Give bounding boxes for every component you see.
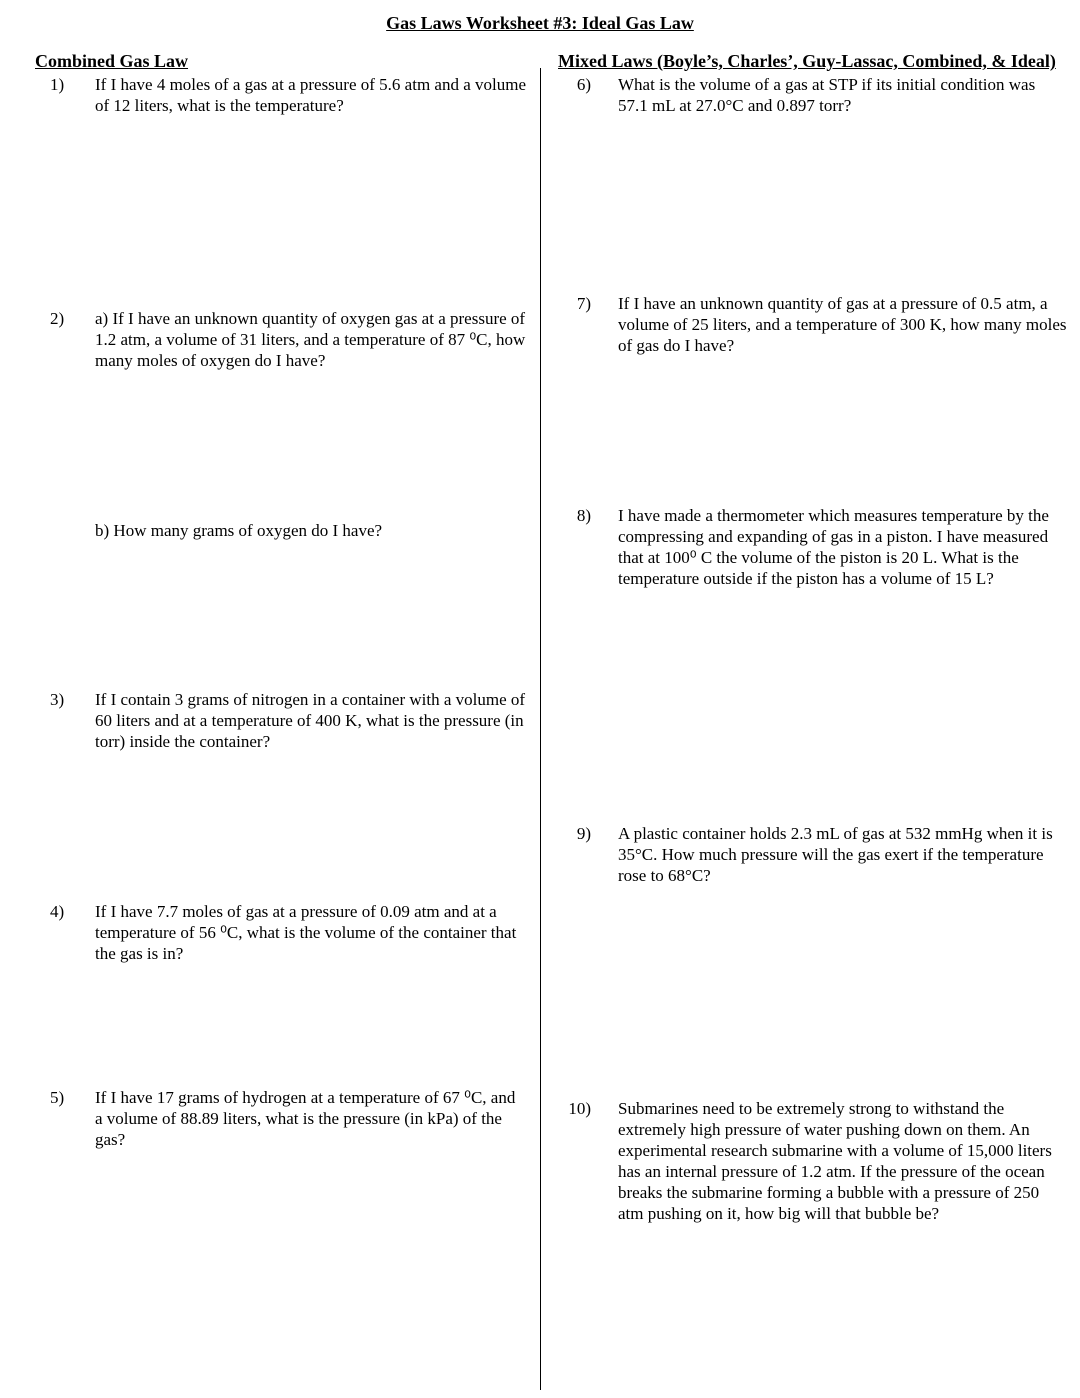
right-column-header: Mixed Laws (Boyle’s, Charles’, Guy-Lassac, Combined, & Ideal) <box>558 51 1056 71</box>
question-9 <box>565 823 1068 886</box>
question-text: If I have an unknown quantity of gas at a pressure of 0.5 atm, a volume of 25 liters, and a temperature of 300 K, how many moles of gas do I have? <box>618 294 1067 355</box>
question-3 <box>50 689 527 752</box>
question-2b <box>50 520 527 541</box>
question-text: What is the volume of a gas at STP if its initial condition was 57.1 mL at 27.0°C and 0.897 torr? <box>618 75 1036 115</box>
question-text: If I have 4 moles of a gas at a pressure of 5.6 atm and a volume of 12 liters, what is the temperature? <box>95 75 526 115</box>
question-text: If I contain 3 grams of nitrogen in a container with a volume of 60 liters and at a temperature of 400 K, what is the pressure (in torr) inside the container? <box>95 690 526 751</box>
question-text: If I have 17 grams of hydrogen at a temperature of 67 ⁰C, and a volume of 88.89 liters, what is the pressure (in kPa) of the gas? <box>95 1088 516 1149</box>
left-column-header: Combined Gas Law <box>35 51 189 71</box>
column-divider <box>540 68 541 1390</box>
question-text: A plastic container holds 2.3 mL of gas at 532 mmHg when it is 35°C. How much pressure will the gas exert if the temperature rose to 68°C? <box>618 824 1053 885</box>
question-number: 7) <box>576 294 591 313</box>
page-title: Gas Laws Worksheet #3: Ideal Gas Law <box>386 13 694 33</box>
question-8 <box>565 505 1068 589</box>
question-7 <box>565 293 1068 356</box>
question-6 <box>565 74 1068 116</box>
question-4 <box>50 901 527 964</box>
question-number: 1) <box>50 75 65 94</box>
question-text: I have made a thermometer which measures temperature by the compressing and expanding of gas in a piston. I have measured that at 100⁰ C the volume of the piston is 20 L. What is the temperature outside if the piston has a volume of 15 L? <box>618 506 1049 588</box>
question-5 <box>50 1087 527 1150</box>
question-number: 8) <box>576 506 591 525</box>
question-text: If I have 7.7 moles of gas at a pressure of 0.09 atm and at a temperature of 56 ⁰C, what is the volume of the container that the gas is in? <box>95 902 517 963</box>
question-number: 9) <box>576 824 591 843</box>
question-number: 6) <box>576 75 591 94</box>
question-number: 5) <box>50 1088 65 1107</box>
question-number: 3) <box>50 690 65 709</box>
question-number: 10) <box>568 1099 591 1118</box>
question-10 <box>565 1098 1068 1224</box>
question-text: a) If I have an unknown quantity of oxygen gas at a pressure of 1.2 atm, a volume of 31 liters, and a temperature of 87 ⁰C, how many moles of oxygen do I have? <box>95 309 526 370</box>
question-1 <box>50 74 527 116</box>
question-text: b) How many grams of oxygen do I have? <box>95 521 383 540</box>
question-number: 4) <box>50 902 65 921</box>
question-2a <box>50 308 527 371</box>
question-number: 2) <box>50 309 65 328</box>
question-text: Submarines need to be extremely strong to withstand the extremely high pressure of water pushing down on them. An experimental research submarine with a volume of 15,000 liters has an internal pressure of 1.2 atm. If the pressure of the ocean breaks the submarine forming a bubble with a pressure of 250 atm pushing on it, how big will that bubble be? <box>618 1099 1052 1223</box>
